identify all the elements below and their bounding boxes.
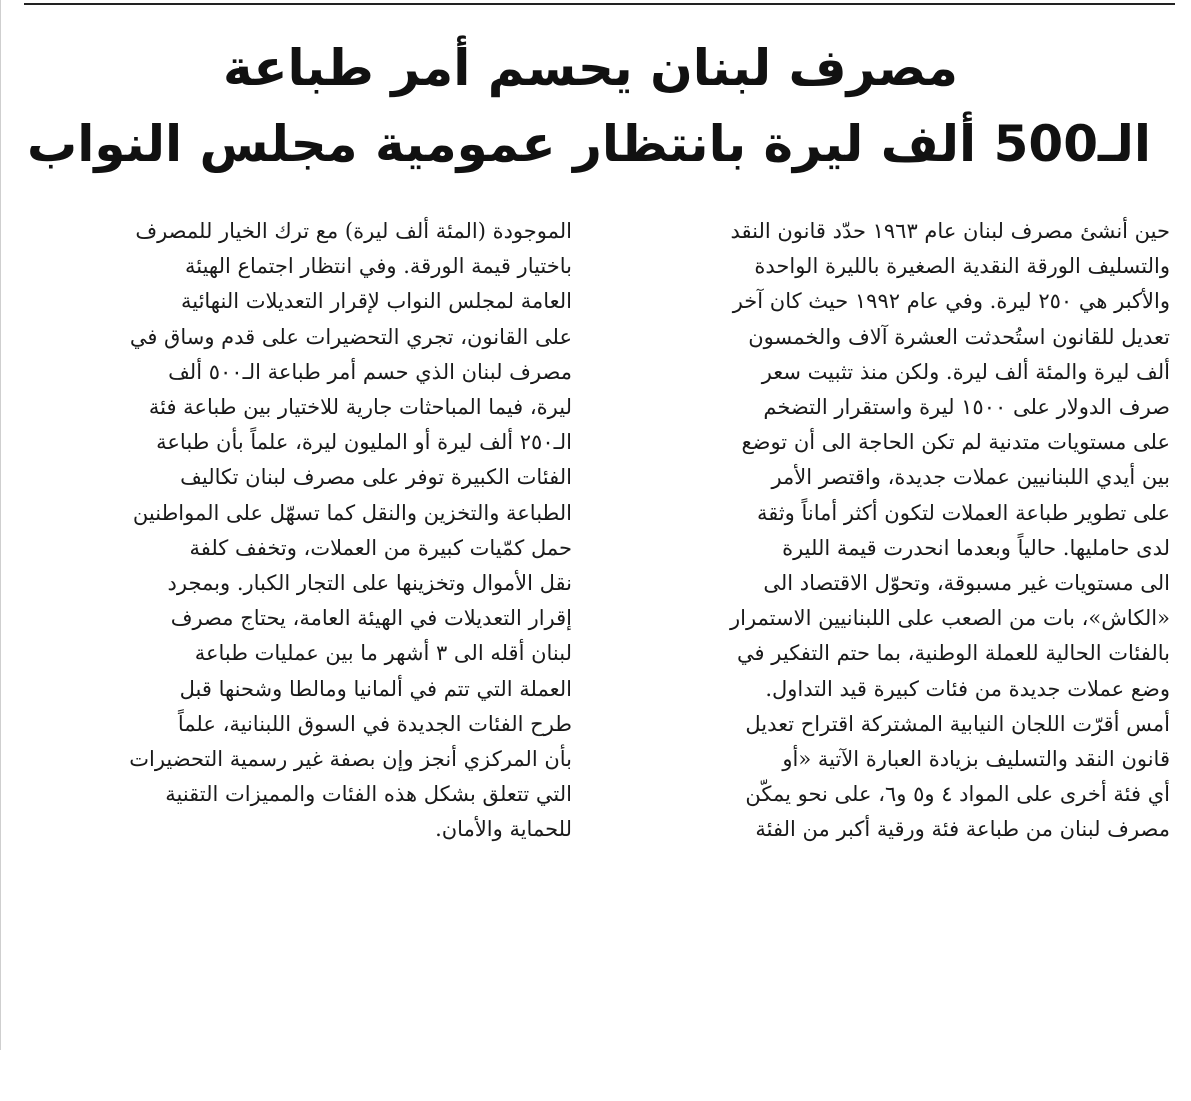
- headline-line-2: الـ500 ألف ليرة بانتظار عمومية مجلس النواب: [27, 115, 1151, 173]
- text-line: والتسليف الورقة النقدية الصغيرة بالليرة الواحدة: [754, 254, 1170, 279]
- text-line: «الكاش»، بات من الصعب على اللبنانيين الاستمرار: [729, 606, 1170, 631]
- headline: [27, 30, 1151, 182]
- text-line: التي تتعلق بشكل هذه الفئات والمميزات التقنية: [165, 782, 572, 807]
- text-line: أي فئة أخرى على المواد ٤ و٥ و٦، على نحو يمكّن: [745, 782, 1170, 807]
- text-line: قانون النقد والتسليف بزيادة العبارة الآتية «أو: [782, 747, 1170, 772]
- text-line: أمس أقرّت اللجان النيابية المشتركة اقتراح تعديل: [745, 711, 1170, 736]
- text-line: باختيار قيمة الورقة. وفي انتظار اجتماع الهيئة: [185, 254, 572, 279]
- text-line: الفئات الكبيرة توفر على مصرف لبنان تكاليف: [180, 465, 572, 490]
- article-right-column: [610, 214, 1170, 848]
- text-line: لبنان أقله الى ٣ أشهر ما بين عمليات طباعة: [194, 641, 572, 666]
- text-line: على تطوير طباعة العملات لتكون أكثر أماناً وثقة: [756, 500, 1170, 525]
- article-left-column: [24, 214, 572, 848]
- text-line: العملة التي تتم في ألمانيا ومالطا وشحنها قبل: [179, 676, 572, 701]
- top-rule: [24, 3, 1175, 5]
- text-line: والأكبر هي ٢٥٠ ليرة. وفي عام ١٩٩٢ حيث كان آخر: [732, 289, 1170, 314]
- text-line: على مستويات متدنية لم تكن الحاجة الى أن توضع: [741, 430, 1170, 455]
- text-line: للحماية والأمان.: [435, 817, 572, 842]
- text-line: إقرار التعديلات في الهيئة العامة، يحتاج مصرف: [170, 606, 572, 631]
- text-line: ليرة، فيما المباحثات جارية للاختيار بين طباعة فئة: [148, 395, 572, 420]
- text-line: نقل الأموال وتخزينها على التجار الكبار. وبمجرد: [167, 571, 572, 596]
- text-line: العامة لمجلس النواب لإقرار التعديلات النهائية: [180, 289, 572, 314]
- text-line: صرف الدولار على ١٥٠٠ ليرة واستقرار التضخم: [763, 395, 1170, 420]
- text-line: الموجودة (المئة ألف ليرة) مع ترك الخيار للمصرف: [135, 219, 572, 243]
- text-line: على القانون، تجري التحضيرات على قدم وساق في: [129, 324, 572, 349]
- text-line: وضع عملات جديدة من فئات كبيرة قيد التداول.: [765, 676, 1170, 701]
- text-line: ألف ليرة والمئة ألف ليرة. ولكن منذ تثبيت سعر: [761, 359, 1170, 384]
- text-line: الى مستويات غير مسبوقة، وتحوّل الاقتصاد الى: [763, 571, 1170, 596]
- column-edge-rule: [0, 0, 1, 1050]
- text-line: لدى حامليها. حالياً وبعدما انحدرت قيمة الليرة: [782, 535, 1170, 560]
- text-line: الطباعة والتخزين والنقل كما تسهّل على المواطنين: [132, 500, 572, 525]
- text-line: الـ٢٥٠ ألف ليرة أو المليون ليرة، علماً بأن طباعة: [156, 430, 572, 455]
- text-line: مصرف لبنان الذي حسم أمر طباعة الـ٥٠٠ ألف: [168, 359, 572, 384]
- text-line: طرح الفئات الجديدة في السوق اللبنانية، علماً: [177, 711, 572, 736]
- text-line: تعديل للقانون استُحدثت العشرة آلاف والخمسون: [748, 324, 1170, 349]
- text-line: بأن المركزي أنجز وإن بصفة غير رسمية التحضيرات: [129, 747, 572, 772]
- text-line: مصرف لبنان من طباعة فئة ورقية أكبر من الفئة: [755, 817, 1170, 842]
- text-line: حمل كمّيات كبيرة من العملات، وتخفف كلفة: [189, 535, 572, 560]
- text-line: بالفئات الحالية للعملة الوطنية، بما حتم التفكير في: [737, 641, 1170, 666]
- text-line: حين أنشئ مصرف لبنان عام ١٩٦٣ حدّد قانون النقد: [730, 219, 1170, 243]
- text-line: بين أيدي اللبنانيين عملات جديدة، واقتصر الأمر: [771, 465, 1170, 490]
- headline-line-1: مصرف لبنان يحسم أمر طباعة: [223, 39, 958, 97]
